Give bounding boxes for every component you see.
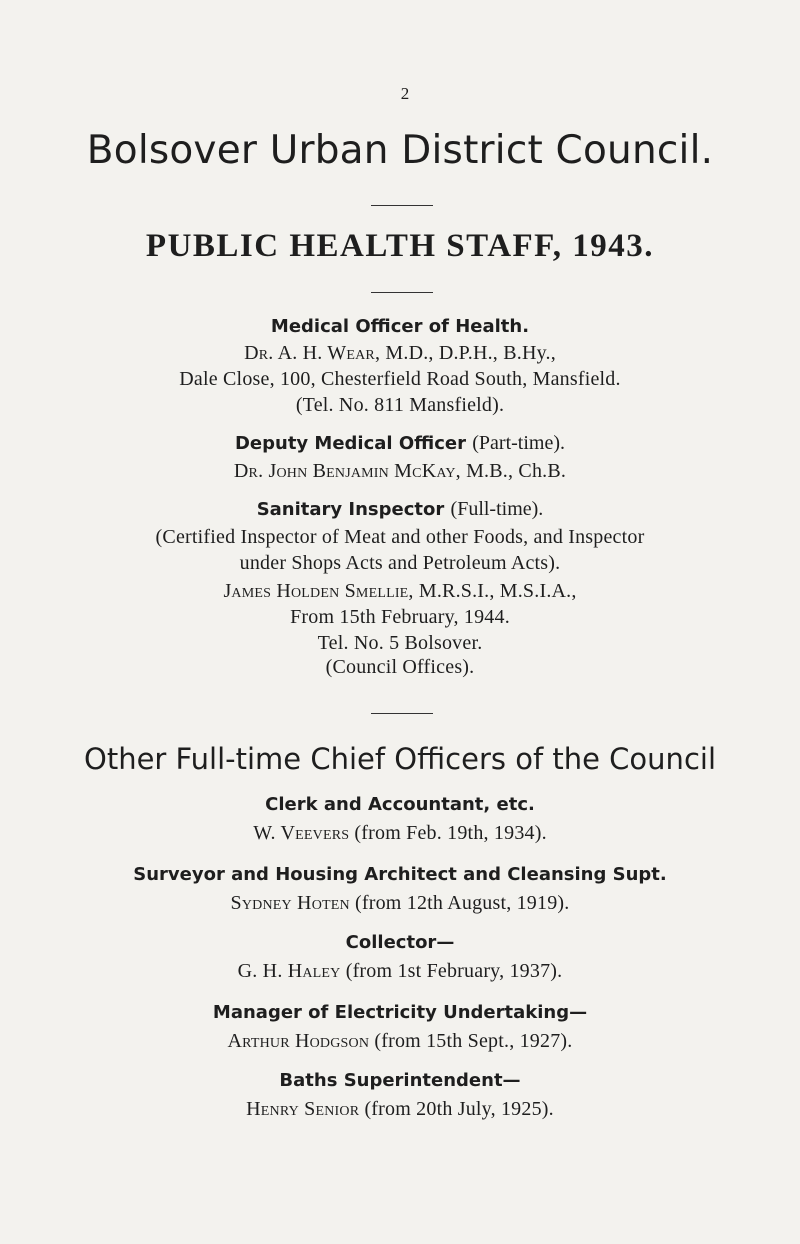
- deputy-heading-line: [0, 432, 800, 455]
- officer-name: Henry Senior: [246, 1098, 360, 1120]
- sanitary-name: James Holden Smellie,: [223, 580, 414, 602]
- sanitary-name-line: [0, 580, 800, 603]
- officer-detail: (from Feb. 19th, 1934).: [354, 822, 547, 844]
- sanitary-heading-line: [0, 498, 800, 521]
- officer-name: Sydney Hoten: [230, 892, 350, 914]
- sanitary-desc-line1: (Certified Inspector of Meat and other Foods, and Inspector: [155, 526, 645, 548]
- moh-heading: Medical Officer of Health.: [270, 316, 530, 337]
- sanitary-from: From 15th February, 1944.: [290, 606, 510, 628]
- sanitary-office: (Council Offices).: [325, 656, 475, 678]
- officer-heading: Baths Superintendent—: [279, 1070, 521, 1091]
- divider: [371, 205, 433, 206]
- sanitary-qualifications: M.R.S.I., M.S.I.A.,: [418, 580, 577, 602]
- officer-line: [0, 1030, 800, 1053]
- sanitary-note: (Full-time).: [450, 498, 544, 520]
- officer-heading: Manager of Electricity Undertaking—: [212, 1002, 588, 1023]
- officer-heading: Collector—: [345, 932, 455, 953]
- sanitary-desc-line2: under Shops Acts and Petroleum Acts).: [239, 552, 561, 574]
- moh-name: Dr. A. H. Wear,: [244, 342, 381, 364]
- officer-heading: Clerk and Accountant, etc.: [265, 794, 535, 815]
- officer-detail: (from 12th August, 1919).: [355, 892, 570, 914]
- deputy-qualifications: M.B., Ch.B.: [466, 460, 567, 482]
- officer-name: W. Veevers: [253, 822, 350, 844]
- staff-title: PUBLIC HEALTH STAFF, 1943.: [145, 228, 655, 264]
- moh-name-line: [0, 342, 800, 365]
- moh-tel: (Tel. No. 811 Mansfield).: [295, 394, 505, 416]
- deputy-heading: Deputy Medical Officer: [234, 433, 466, 454]
- officer-heading: Surveyor and Housing Architect and Cleansing Supt.: [133, 864, 667, 885]
- divider: [371, 713, 433, 714]
- officer-name: Arthur Hodgson: [227, 1030, 370, 1052]
- other-officers-title: Other Full-time Chief Officers of the Council: [84, 742, 716, 776]
- officer-line: [0, 892, 800, 915]
- sanitary-tel: Tel. No. 5 Bolsover.: [317, 632, 483, 654]
- officer-detail: (from 15th Sept., 1927).: [374, 1030, 573, 1052]
- sanitary-heading: Sanitary Inspector: [256, 499, 445, 520]
- deputy-name: Dr. John Benjamin McKay,: [233, 460, 461, 482]
- council-title: Bolsover Urban District Council.: [86, 128, 714, 173]
- officer-name: G. H. Haley: [237, 960, 341, 982]
- deputy-name-line: [0, 460, 800, 483]
- deputy-note: (Part-time).: [472, 432, 566, 454]
- officer-detail: (from 20th July, 1925).: [364, 1098, 554, 1120]
- moh-qualifications: M.D., D.P.H., B.Hy.,: [385, 342, 556, 364]
- officer-line: [0, 960, 800, 983]
- page-number: 2: [400, 84, 410, 103]
- officer-line: [0, 1098, 800, 1121]
- officer-line: [0, 822, 800, 845]
- divider: [371, 292, 433, 293]
- moh-address: Dale Close, 100, Chesterfield Road South, Mansfield.: [179, 368, 621, 390]
- officer-detail: (from 1st February, 1937).: [345, 960, 563, 982]
